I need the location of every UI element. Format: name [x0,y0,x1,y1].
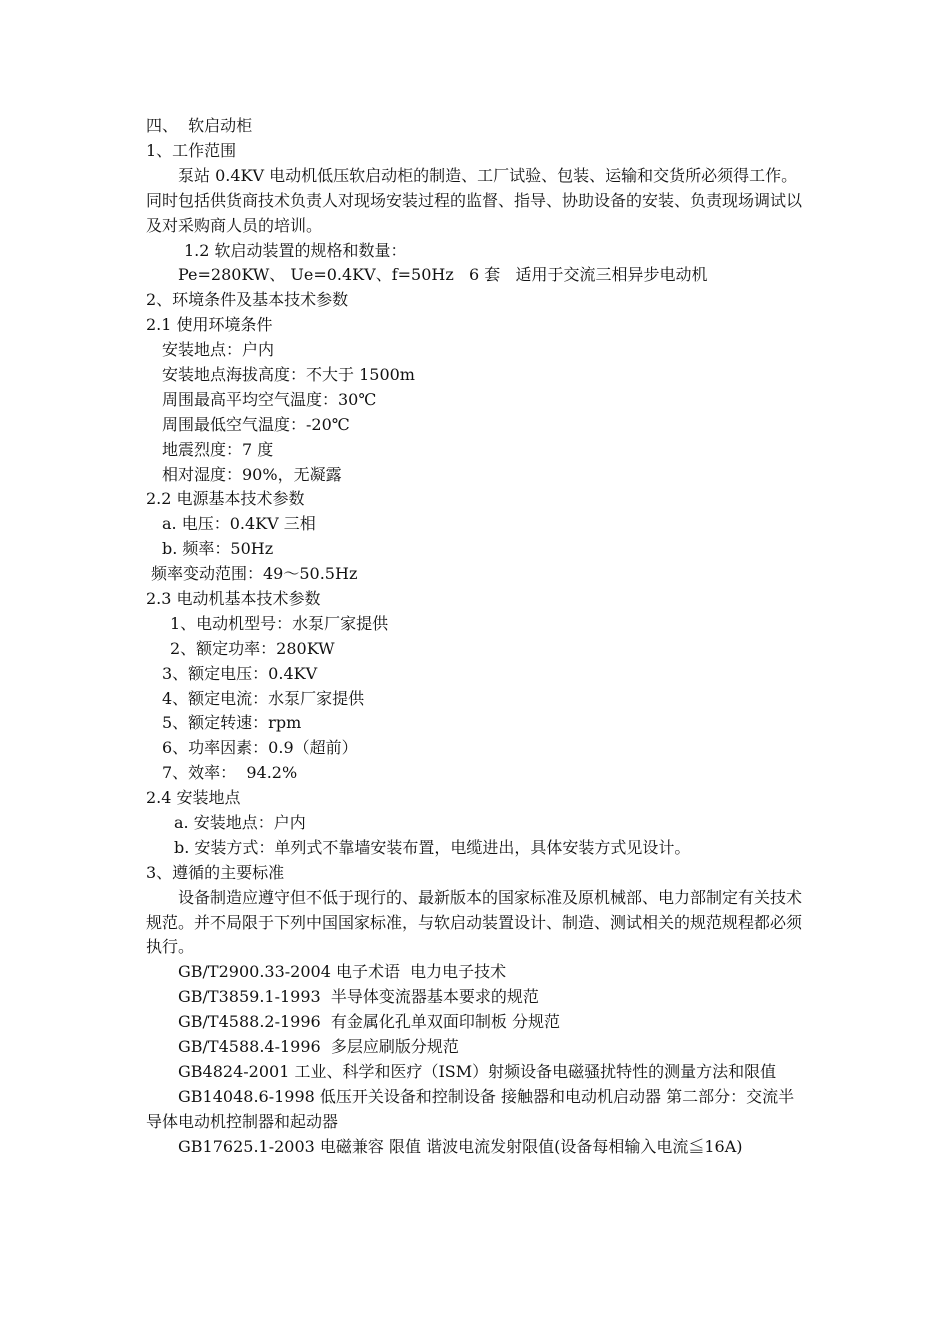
document-line: 四、 软启动柜 [146,116,253,135]
document-line: 3、额定电压：0.4KV [162,663,318,683]
document-line: 4、额定电流：水泵厂家提供 [162,688,365,708]
document-line: 2、额定功率：280KW [170,638,335,658]
document-line: 1、电动机型号：水泵厂家提供 [170,613,389,633]
document-line: 2.3 电动机基本技术参数 [146,588,321,608]
document-line: 泵站 0.4KV 电动机低压软启动柜的制造、工厂试验、包装、运输和交货所必须得工作。同时包括供货商技术负责人对现场安装过程的监督、指导、协助设备的安装、负责现场调试以及对采购商人员的培训。 [146,165,803,235]
document-line: GB17625.1-2003 电磁兼容 限值 谐波电流发射限值(设备每相输入电流≦16A) [178,1136,743,1156]
document-line: 周围最高平均空气温度：30℃ [162,389,377,409]
document-line: 7、效率： 94.2% [162,763,298,783]
document-line: a. 电压：0.4KV 三相 [162,514,316,534]
document-line: GB14048.6-1998 低压开关设备和控制设备 接触器和电动机启动器 第二部分：交流半导体电动机控制器和起动器 [146,1086,795,1131]
document-line: GB/T4588.2-1996 有金属化孔单双面印制板 分规范 [178,1012,560,1032]
document-line: 3、遵循的主要标准 [146,862,285,882]
document-line: b. 频率：50Hz [162,539,274,559]
document-line: 2.1 使用环境条件 [146,315,273,335]
document-line: b. 安装方式：单列式不靠墙安装布置，电缆进出，具体安装方式见设计。 [174,837,691,857]
document-line: 5、额定转速：rpm [162,713,302,733]
document-line: 安装地点：户内 [162,340,275,360]
document-line: 频率变动范围：49～50.5Hz [151,564,358,584]
document-line: 1.2 软启动装置的规格和数量： [184,240,407,260]
document-line: 6、功率因素：0.9（超前） [162,738,358,758]
document-line: a. 安装地点：户内 [174,812,306,832]
document-line: GB/T2900.33-2004 电子术语 电力电子技术 [178,962,507,982]
document-line: 周围最低空气温度：-20℃ [162,414,350,434]
document-line: GB4824-2001 工业、科学和医疗（ISM）射频设备电磁骚扰特性的测量方法和限值 [178,1061,777,1081]
document-line: 设备制造应遵守但不低于现行的、最新版本的国家标准及原机械部、电力部制定有关技术规范。并不局限于下列中国国家标准，与软启动装置设计、制造、测试相关的规范规程都必须执行。 [146,887,803,957]
document-line: 相对湿度：90%，无凝露 [162,464,342,484]
document-line: 地震烈度：7 度 [162,439,274,459]
document-line: 2.2 电源基本技术参数 [146,489,305,509]
document-line: 安装地点海拔高度：不大于 1500m [162,364,415,384]
document-line: GB/T3859.1-1993 半导体变流器基本要求的规范 [178,987,539,1007]
document-line: 2、环境条件及基本技术参数 [146,290,349,310]
document-body [146,114,810,1160]
document-line: 1、工作范围 [146,140,237,160]
document-line: 2.4 安装地点 [146,788,241,808]
document-line: Pe=280KW、 Ue=0.4KV、f=50Hz 6 套 适用于交流三相异步电动机 [178,265,708,285]
document-line: GB/T4588.4-1996 多层应刷版分规范 [178,1037,459,1057]
